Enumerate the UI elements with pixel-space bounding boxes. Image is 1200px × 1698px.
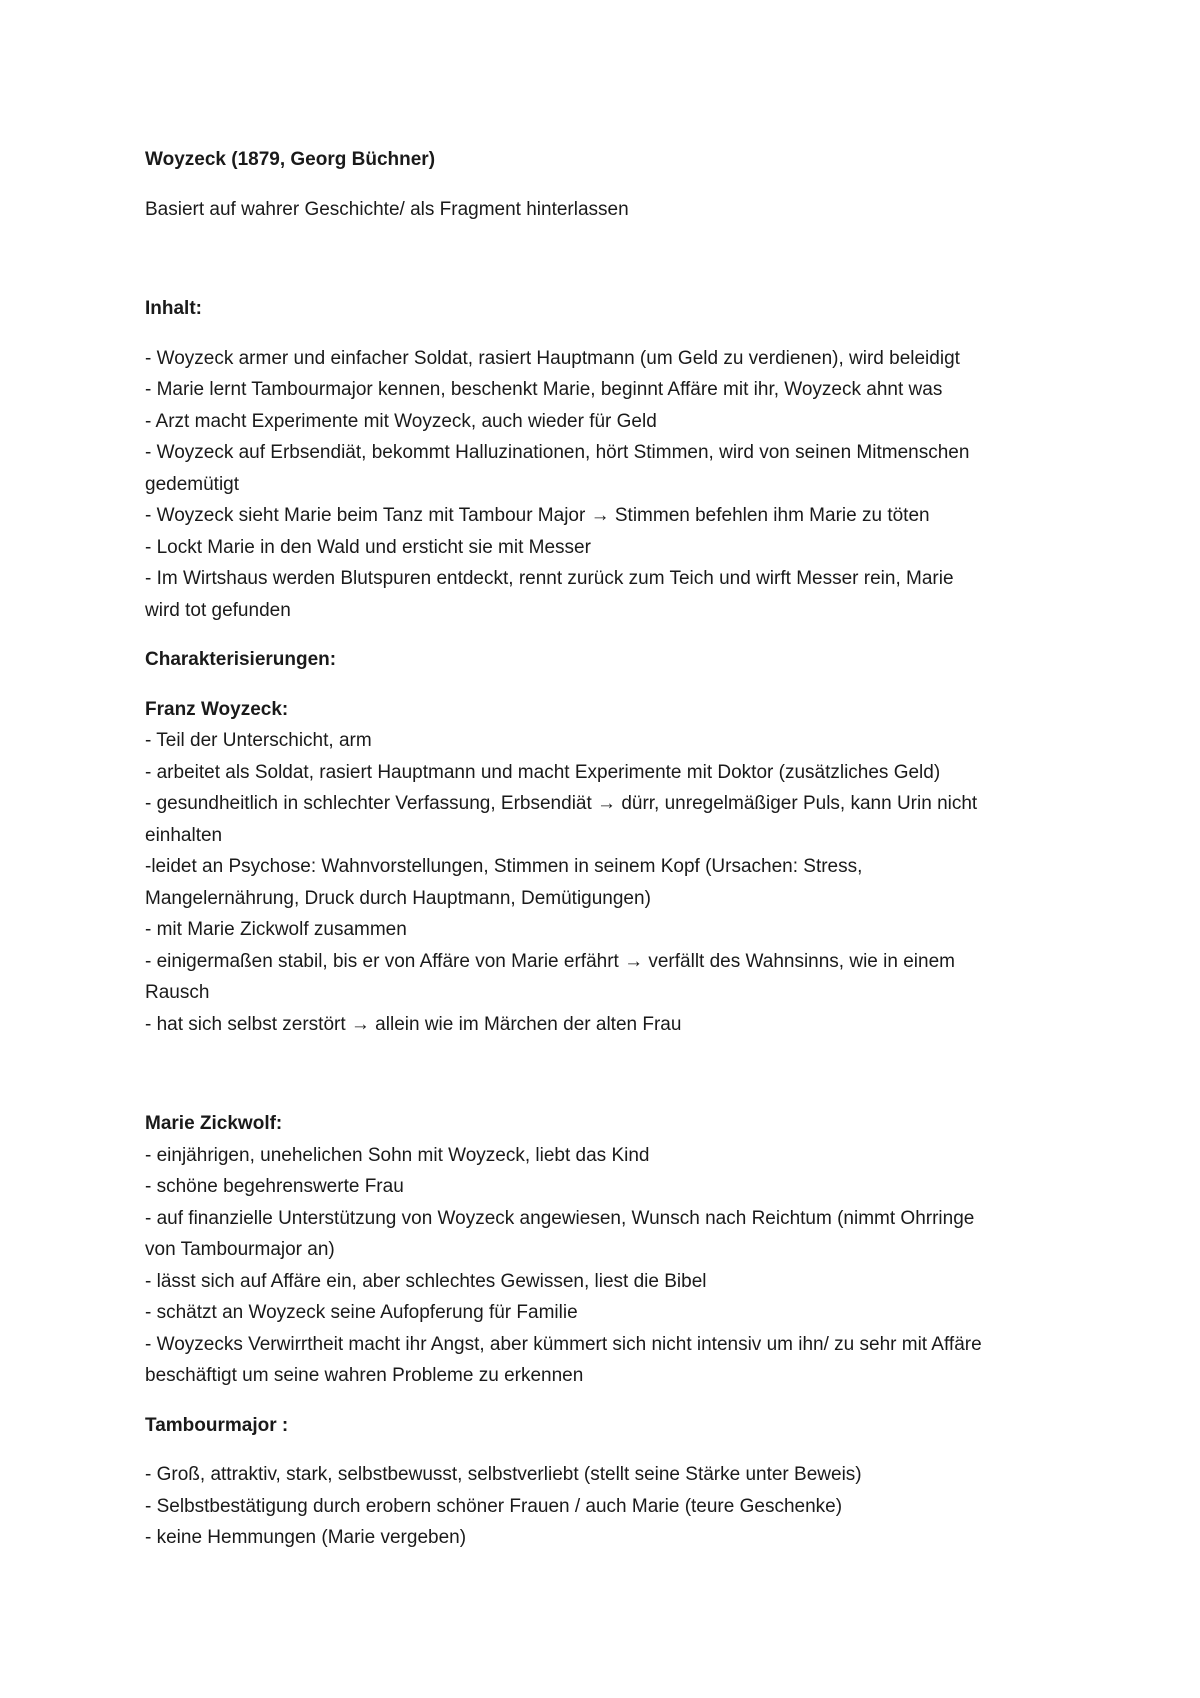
list-item-continuation: Mangelernährung, Druck durch Hauptmann, Demütigungen) — [145, 887, 651, 909]
list-item: - mit Marie Zickwolf zusammen — [145, 919, 407, 940]
list-item-continuation: einhalten — [145, 824, 223, 846]
list-item: - arbeitet als Soldat, rasiert Hauptmann und macht Experimente mit Doktor (zusätzliches Geld) — [145, 761, 941, 783]
list-item: - einigermaßen stabil, bis er von Affäre von Marie erfährt → verfällt des Wahnsinns, wie in einem — [145, 950, 955, 972]
list-item: - schätzt an Woyzeck seine Aufopferung für Familie — [145, 1302, 578, 1323]
list-item: - keine Hemmungen (Marie vergeben) — [145, 1527, 467, 1548]
list-item: - Woyzeck armer und einfacher Soldat, rasiert Hauptmann (um Geld zu verdienen), wird beleidigt — [145, 347, 960, 369]
list-item: - lässt sich auf Affäre ein, aber schlechtes Gewissen, liest die Bibel — [145, 1270, 707, 1292]
character-heading-marie: Marie Zickwolf: — [145, 1113, 283, 1134]
list-item: - Marie lernt Tambourmajor kennen, beschenkt Marie, beginnt Affäre mit ihr, Woyzeck ahnt was — [145, 379, 943, 400]
list-item-continuation: wird tot gefunden — [145, 599, 291, 621]
list-item: - Lockt Marie in den Wald und ersticht sie mit Messer — [145, 536, 591, 558]
list-item-continuation: von Tambourmajor an) — [145, 1239, 335, 1260]
section-marie-zickwolf — [145, 1108, 1080, 1392]
list-item-continuation: gedemütigt — [145, 473, 240, 495]
list-item: - gesundheitlich in schlechter Verfassung, Erbsendiät → dürr, unregelmäßiger Puls, kann Urin nicht — [145, 793, 978, 814]
list-item: - Woyzeck sieht Marie beim Tanz mit Tambour Major → Stimmen befehlen ihm Marie zu töten — [145, 505, 930, 526]
list-item: - Arzt macht Experimente mit Woyzeck, auch wieder für Geld — [145, 410, 657, 432]
list-item: - hat sich selbst zerstört → allein wie im Märchen der alten Frau — [145, 1013, 682, 1035]
list-item: - Selbstbestätigung durch erobern schöner Frauen / auch Marie (teure Geschenke) — [145, 1495, 843, 1517]
list-item: - Woyzeck auf Erbsendiät, bekommt Halluzinationen, hört Stimmen, wird von seinen Mitmenschen — [145, 442, 970, 463]
document-subtitle: Basiert auf wahrer Geschichte/ als Fragment hinterlassen — [145, 198, 629, 220]
section-franz-woyzeck — [145, 694, 1080, 1041]
list-item-continuation: beschäftigt um seine wahren Probleme zu erkennen — [145, 1365, 584, 1386]
list-item: - einjährigen, unehelichen Sohn mit Woyzeck, liebt das Kind — [145, 1144, 650, 1166]
list-item: - Teil der Unterschicht, arm — [145, 730, 372, 751]
character-heading-tambourmajor: Tambourmajor : — [145, 1414, 289, 1436]
section-tambourmajor — [145, 1410, 1080, 1554]
section-heading-inhalt: Inhalt: — [145, 298, 202, 319]
list-item: - schöne begehrenswerte Frau — [145, 1176, 404, 1197]
section-inhalt — [145, 293, 1080, 626]
character-heading-franz: Franz Woyzeck: — [145, 698, 289, 720]
list-item-continuation: Rausch — [145, 982, 210, 1003]
list-item: -leidet an Psychose: Wahnvorstellungen, Stimmen in seinem Kopf (Ursachen: Stress, — [145, 856, 863, 877]
list-item: - Woyzecks Verwirrtheit macht ihr Angst, aber kümmert sich nicht intensiv um ihn/ zu sehr mit Affäre — [145, 1333, 982, 1355]
list-item: - auf finanzielle Unterstützung von Woyzeck angewiesen, Wunsch nach Reichtum (nimmt Ohrringe — [145, 1207, 975, 1229]
section-heading-charakterisierungen: Charakterisierungen: — [145, 649, 337, 670]
list-item: - Im Wirtshaus werden Blutspuren entdeckt, rennt zurück zum Teich und wirft Messer rein, Marie — [145, 568, 954, 589]
list-item: - Groß, attraktiv, stark, selbstbewusst, selbstverliebt (stellt seine Stärke unter Beweis) — [145, 1464, 862, 1485]
document-title: Woyzeck (1879, Georg Büchner) — [145, 149, 436, 170]
